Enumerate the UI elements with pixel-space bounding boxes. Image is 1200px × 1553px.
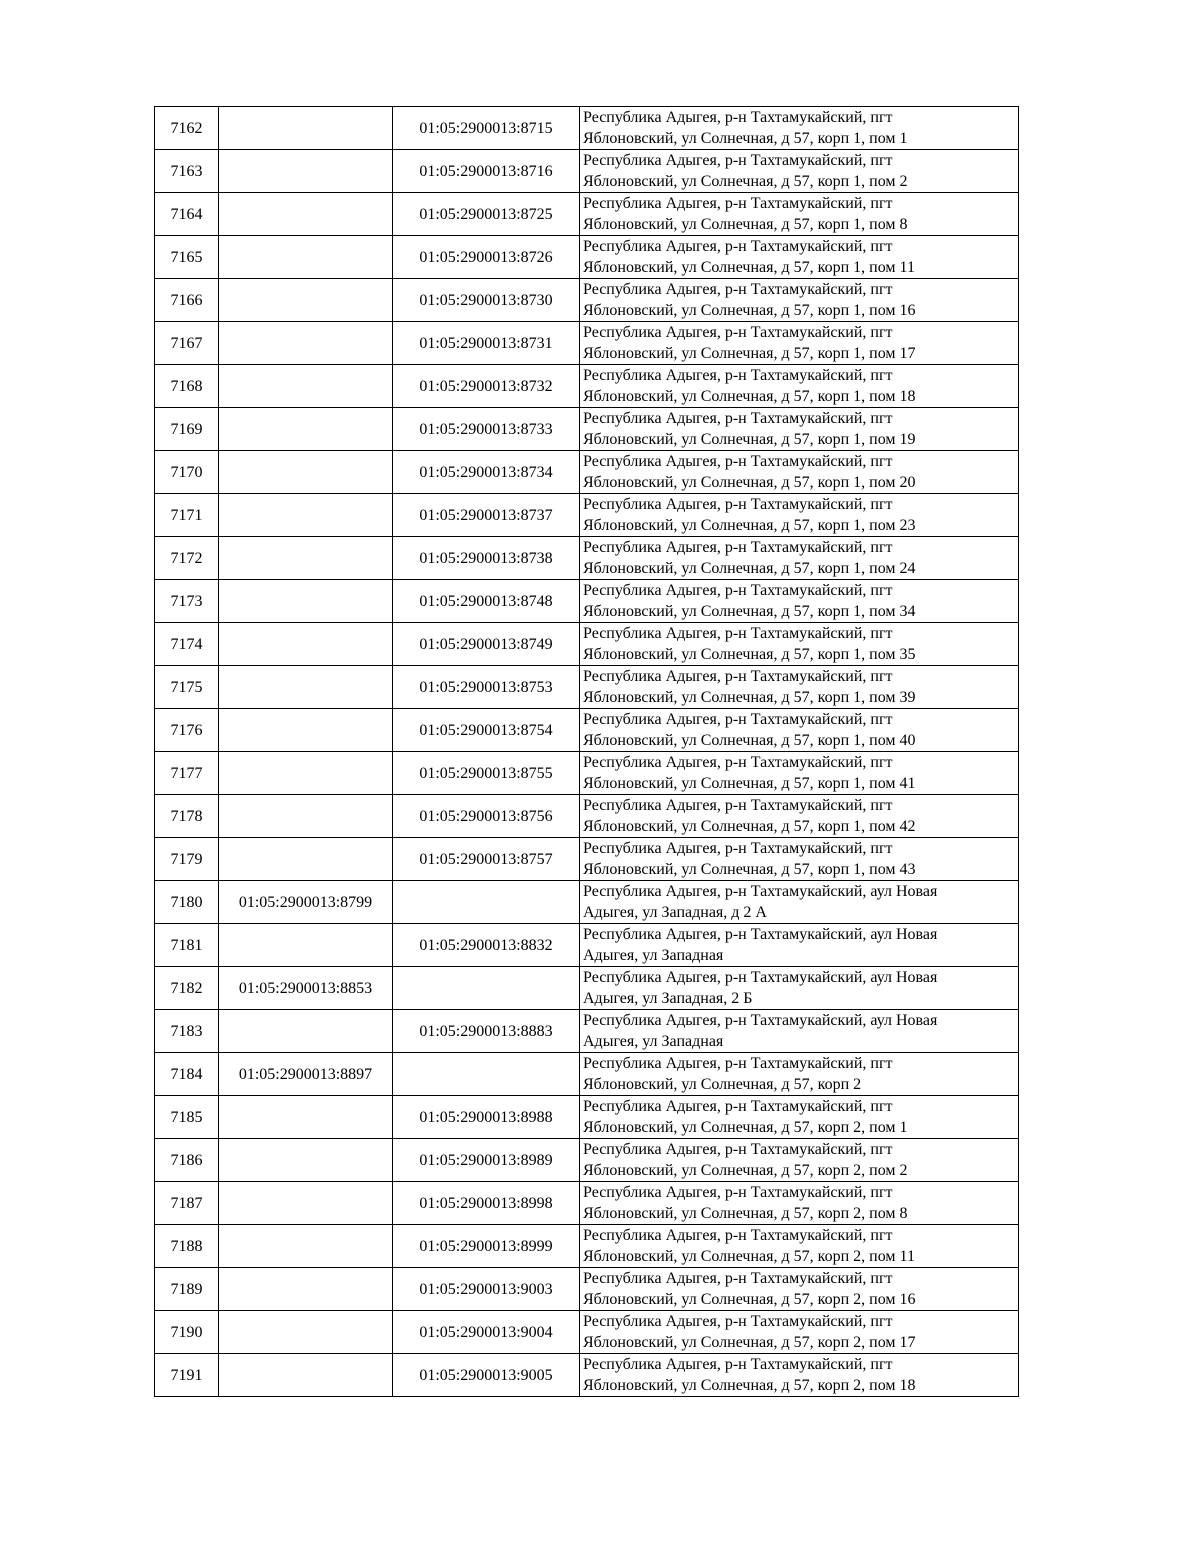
row-number-cell: 7169 [155, 408, 219, 451]
row-number-cell: 7166 [155, 279, 219, 322]
address-line-1: Республика Адыгея, р-н Тахтамукайский, пгт [583, 496, 893, 513]
land-cadastral-number-cell [219, 924, 393, 967]
land-cadastral-number-cell [219, 408, 393, 451]
address-cell [580, 322, 1019, 365]
table-row [155, 150, 1019, 193]
address-cell [580, 967, 1019, 1010]
table-row [155, 1182, 1019, 1225]
table-row [155, 1268, 1019, 1311]
address-line-1: Республика Адыгея, р-н Тахтамукайский, пгт [583, 281, 893, 298]
land-cadastral-number-cell [219, 1311, 393, 1354]
table-row [155, 537, 1019, 580]
table-body [155, 107, 1019, 1397]
address-line-1: Республика Адыгея, р-н Тахтамукайский, пгт [583, 195, 893, 212]
address-line-1: Республика Адыгея, р-н Тахтамукайский, пгт [583, 324, 893, 341]
object-cadastral-number-cell: 01:05:2900013:8737 [393, 494, 580, 537]
address-cell [580, 1268, 1019, 1311]
row-number-cell: 7176 [155, 709, 219, 752]
address-line-2: Яблоновский, ул Солнечная, д 57, корп 1, пом 16 [583, 302, 916, 319]
address-cell [580, 1354, 1019, 1397]
object-cadastral-number-cell: 01:05:2900013:8716 [393, 150, 580, 193]
address-line-2: Яблоновский, ул Солнечная, д 57, корп 1, пом 18 [583, 388, 916, 405]
object-cadastral-number-cell: 01:05:2900013:8749 [393, 623, 580, 666]
land-cadastral-number-cell [219, 1010, 393, 1053]
address-line-1: Республика Адыгея, р-н Тахтамукайский, пгт [583, 1227, 893, 1244]
row-number-cell: 7185 [155, 1096, 219, 1139]
row-number-cell: 7190 [155, 1311, 219, 1354]
row-number-cell: 7163 [155, 150, 219, 193]
object-cadastral-number-cell: 01:05:2900013:8755 [393, 752, 580, 795]
address-line-2: Яблоновский, ул Солнечная, д 57, корп 1, пом 8 [583, 216, 908, 233]
address-line-2: Яблоновский, ул Солнечная, д 57, корп 1, пом 43 [583, 861, 916, 878]
address-cell [580, 1139, 1019, 1182]
land-cadastral-number-cell [219, 1182, 393, 1225]
address-line-1: Республика Адыгея, р-н Тахтамукайский, пгт [583, 1098, 893, 1115]
land-cadastral-number-cell [219, 1354, 393, 1397]
table-row [155, 1225, 1019, 1268]
land-cadastral-number-cell [219, 279, 393, 322]
address-line-2: Яблоновский, ул Солнечная, д 57, корп 1, пом 2 [583, 173, 908, 190]
object-cadastral-number-cell [393, 1053, 580, 1096]
table-row [155, 236, 1019, 279]
address-cell [580, 1182, 1019, 1225]
object-cadastral-number-cell: 01:05:2900013:8832 [393, 924, 580, 967]
address-line-2: Яблоновский, ул Солнечная, д 57, корп 1, пом 39 [583, 689, 916, 706]
address-line-1: Республика Адыгея, р-н Тахтамукайский, аул Новая [583, 969, 938, 986]
address-line-1: Республика Адыгея, р-н Тахтамукайский, пгт [583, 668, 893, 685]
address-cell [580, 924, 1019, 967]
row-number-cell: 7182 [155, 967, 219, 1010]
land-cadastral-number-cell [219, 623, 393, 666]
land-cadastral-number-cell [219, 838, 393, 881]
row-number-cell: 7183 [155, 1010, 219, 1053]
object-cadastral-number-cell: 01:05:2900013:8715 [393, 107, 580, 150]
address-cell [580, 236, 1019, 279]
row-number-cell: 7165 [155, 236, 219, 279]
address-cell [580, 150, 1019, 193]
address-line-1: Республика Адыгея, р-н Тахтамукайский, пгт [583, 1313, 893, 1330]
address-cell [580, 494, 1019, 537]
address-line-2: Адыгея, ул Западная [583, 947, 724, 964]
row-number-cell: 7175 [155, 666, 219, 709]
land-cadastral-number-cell [219, 752, 393, 795]
address-line-2: Яблоновский, ул Солнечная, д 57, корп 1, пом 42 [583, 818, 916, 835]
address-cell [580, 107, 1019, 150]
row-number-cell: 7177 [155, 752, 219, 795]
land-cadastral-number-cell [219, 494, 393, 537]
row-number-cell: 7172 [155, 537, 219, 580]
address-cell [580, 795, 1019, 838]
object-cadastral-number-cell: 01:05:2900013:8988 [393, 1096, 580, 1139]
object-cadastral-number-cell: 01:05:2900013:8999 [393, 1225, 580, 1268]
address-line-2: Яблоновский, ул Солнечная, д 57, корп 2, пом 16 [583, 1291, 916, 1308]
table-row [155, 967, 1019, 1010]
table-row [155, 1311, 1019, 1354]
land-cadastral-number-cell: 01:05:2900013:8799 [219, 881, 393, 924]
land-cadastral-number-cell [219, 150, 393, 193]
address-line-2: Адыгея, ул Западная, д 2 А [583, 904, 767, 921]
address-line-2: Яблоновский, ул Солнечная, д 57, корп 2, пом 8 [583, 1205, 908, 1222]
land-cadastral-number-cell [219, 666, 393, 709]
table-row [155, 408, 1019, 451]
row-number-cell: 7187 [155, 1182, 219, 1225]
row-number-cell: 7184 [155, 1053, 219, 1096]
object-cadastral-number-cell: 01:05:2900013:8754 [393, 709, 580, 752]
address-line-1: Республика Адыгея, р-н Тахтамукайский, пгт [583, 367, 893, 384]
row-number-cell: 7174 [155, 623, 219, 666]
table-row [155, 1053, 1019, 1096]
row-number-cell: 7173 [155, 580, 219, 623]
object-cadastral-number-cell: 01:05:2900013:8748 [393, 580, 580, 623]
address-cell [580, 408, 1019, 451]
address-line-1: Республика Адыгея, р-н Тахтамукайский, пгт [583, 1356, 893, 1373]
address-line-2: Яблоновский, ул Солнечная, д 57, корп 1, пом 19 [583, 431, 916, 448]
address-cell [580, 881, 1019, 924]
address-cell [580, 193, 1019, 236]
row-number-cell: 7171 [155, 494, 219, 537]
table-row [155, 451, 1019, 494]
land-cadastral-number-cell [219, 709, 393, 752]
object-cadastral-number-cell: 01:05:2900013:8733 [393, 408, 580, 451]
address-line-2: Адыгея, ул Западная [583, 1033, 724, 1050]
address-line-1: Республика Адыгея, р-н Тахтамукайский, пгт [583, 625, 893, 642]
object-cadastral-number-cell: 01:05:2900013:9003 [393, 1268, 580, 1311]
land-cadastral-number-cell [219, 451, 393, 494]
land-cadastral-number-cell [219, 107, 393, 150]
row-number-cell: 7168 [155, 365, 219, 408]
object-cadastral-number-cell: 01:05:2900013:8989 [393, 1139, 580, 1182]
object-cadastral-number-cell: 01:05:2900013:8731 [393, 322, 580, 365]
table-row [155, 795, 1019, 838]
address-line-2: Яблоновский, ул Солнечная, д 57, корп 2 [583, 1076, 862, 1093]
land-cadastral-number-cell [219, 1268, 393, 1311]
land-cadastral-number-cell [219, 365, 393, 408]
row-number-cell: 7181 [155, 924, 219, 967]
row-number-cell: 7191 [155, 1354, 219, 1397]
address-cell [580, 623, 1019, 666]
object-cadastral-number-cell: 01:05:2900013:8725 [393, 193, 580, 236]
address-line-1: Республика Адыгея, р-н Тахтамукайский, пгт [583, 109, 893, 126]
object-cadastral-number-cell: 01:05:2900013:8998 [393, 1182, 580, 1225]
address-line-2: Яблоновский, ул Солнечная, д 57, корп 2, пом 11 [583, 1248, 915, 1265]
row-number-cell: 7178 [155, 795, 219, 838]
object-cadastral-number-cell: 01:05:2900013:9005 [393, 1354, 580, 1397]
table-row [155, 623, 1019, 666]
address-line-1: Республика Адыгея, р-н Тахтамукайский, пгт [583, 754, 893, 771]
row-number-cell: 7179 [155, 838, 219, 881]
land-cadastral-number-cell [219, 580, 393, 623]
address-line-1: Республика Адыгея, р-н Тахтамукайский, пгт [583, 840, 893, 857]
address-cell [580, 838, 1019, 881]
land-cadastral-number-cell: 01:05:2900013:8897 [219, 1053, 393, 1096]
address-line-2: Яблоновский, ул Солнечная, д 57, корп 2, пом 17 [583, 1334, 916, 1351]
land-cadastral-number-cell [219, 795, 393, 838]
address-cell [580, 1010, 1019, 1053]
address-line-2: Яблоновский, ул Солнечная, д 57, корп 1, пом 35 [583, 646, 916, 663]
object-cadastral-number-cell: 01:05:2900013:8883 [393, 1010, 580, 1053]
table-row [155, 1354, 1019, 1397]
row-number-cell: 7167 [155, 322, 219, 365]
address-line-2: Яблоновский, ул Солнечная, д 57, корп 2, пом 1 [583, 1119, 908, 1136]
address-line-2: Яблоновский, ул Солнечная, д 57, корп 1, пом 41 [583, 775, 916, 792]
table-row [155, 752, 1019, 795]
land-cadastral-number-cell: 01:05:2900013:8853 [219, 967, 393, 1010]
table-row [155, 666, 1019, 709]
address-line-1: Республика Адыгея, р-н Тахтамукайский, пгт [583, 1270, 893, 1287]
address-cell [580, 451, 1019, 494]
address-line-2: Адыгея, ул Западная, 2 Б [583, 990, 753, 1007]
address-line-1: Республика Адыгея, р-н Тахтамукайский, аул Новая [583, 926, 938, 943]
address-cell [580, 1311, 1019, 1354]
address-cell [580, 537, 1019, 580]
address-line-2: Яблоновский, ул Солнечная, д 57, корп 1, пом 20 [583, 474, 916, 491]
land-cadastral-number-cell [219, 193, 393, 236]
address-line-1: Республика Адыгея, р-н Тахтамукайский, пгт [583, 539, 893, 556]
address-line-1: Республика Адыгея, р-н Тахтамукайский, пгт [583, 797, 893, 814]
object-cadastral-number-cell: 01:05:2900013:8730 [393, 279, 580, 322]
table-row [155, 1096, 1019, 1139]
object-cadastral-number-cell: 01:05:2900013:8726 [393, 236, 580, 279]
table-row [155, 279, 1019, 322]
address-line-1: Республика Адыгея, р-н Тахтамукайский, пгт [583, 711, 893, 728]
table-row [155, 1010, 1019, 1053]
address-line-1: Республика Адыгея, р-н Тахтамукайский, пгт [583, 1055, 893, 1072]
address-line-2: Яблоновский, ул Солнечная, д 57, корп 2, пом 2 [583, 1162, 908, 1179]
land-cadastral-number-cell [219, 236, 393, 279]
address-line-2: Яблоновский, ул Солнечная, д 57, корп 1, пом 40 [583, 732, 916, 749]
address-line-2: Яблоновский, ул Солнечная, д 57, корп 1, пом 11 [583, 259, 915, 276]
table-row [155, 1139, 1019, 1182]
table-row [155, 709, 1019, 752]
table-row [155, 924, 1019, 967]
address-line-2: Яблоновский, ул Солнечная, д 57, корп 1, пом 23 [583, 517, 916, 534]
object-cadastral-number-cell [393, 881, 580, 924]
address-cell [580, 1096, 1019, 1139]
object-cadastral-number-cell: 01:05:2900013:8756 [393, 795, 580, 838]
address-line-2: Яблоновский, ул Солнечная, д 57, корп 1, пом 1 [583, 130, 908, 147]
table-row [155, 494, 1019, 537]
object-cadastral-number-cell: 01:05:2900013:9004 [393, 1311, 580, 1354]
address-cell [580, 365, 1019, 408]
object-cadastral-number-cell: 01:05:2900013:8732 [393, 365, 580, 408]
land-cadastral-number-cell [219, 1139, 393, 1182]
cadastral-table [154, 106, 1019, 1397]
table-row [155, 322, 1019, 365]
table-row [155, 365, 1019, 408]
table-row [155, 580, 1019, 623]
object-cadastral-number-cell: 01:05:2900013:8753 [393, 666, 580, 709]
row-number-cell: 7162 [155, 107, 219, 150]
table-row [155, 107, 1019, 150]
table-row [155, 193, 1019, 236]
object-cadastral-number-cell: 01:05:2900013:8757 [393, 838, 580, 881]
land-cadastral-number-cell [219, 322, 393, 365]
row-number-cell: 7186 [155, 1139, 219, 1182]
row-number-cell: 7164 [155, 193, 219, 236]
address-cell [580, 709, 1019, 752]
address-line-2: Яблоновский, ул Солнечная, д 57, корп 1, пом 17 [583, 345, 916, 362]
address-line-2: Яблоновский, ул Солнечная, д 57, корп 2, пом 18 [583, 1377, 916, 1394]
address-line-1: Республика Адыгея, р-н Тахтамукайский, пгт [583, 238, 893, 255]
table-row [155, 881, 1019, 924]
address-cell [580, 666, 1019, 709]
address-line-2: Яблоновский, ул Солнечная, д 57, корп 1, пом 34 [583, 603, 916, 620]
address-cell [580, 279, 1019, 322]
row-number-cell: 7170 [155, 451, 219, 494]
address-line-1: Республика Адыгея, р-н Тахтамукайский, пгт [583, 582, 893, 599]
row-number-cell: 7189 [155, 1268, 219, 1311]
object-cadastral-number-cell: 01:05:2900013:8738 [393, 537, 580, 580]
address-line-2: Яблоновский, ул Солнечная, д 57, корп 1, пом 24 [583, 560, 916, 577]
address-cell [580, 1225, 1019, 1268]
address-cell [580, 580, 1019, 623]
address-line-1: Республика Адыгея, р-н Тахтамукайский, пгт [583, 152, 893, 169]
row-number-cell: 7180 [155, 881, 219, 924]
address-line-1: Республика Адыгея, р-н Тахтамукайский, аул Новая [583, 883, 938, 900]
address-line-1: Республика Адыгея, р-н Тахтамукайский, пгт [583, 1184, 893, 1201]
address-line-1: Республика Адыгея, р-н Тахтамукайский, пгт [583, 453, 893, 470]
land-cadastral-number-cell [219, 537, 393, 580]
object-cadastral-number-cell: 01:05:2900013:8734 [393, 451, 580, 494]
row-number-cell: 7188 [155, 1225, 219, 1268]
address-cell [580, 1053, 1019, 1096]
object-cadastral-number-cell [393, 967, 580, 1010]
land-cadastral-number-cell [219, 1096, 393, 1139]
address-line-1: Республика Адыгея, р-н Тахтамукайский, пгт [583, 410, 893, 427]
table-row [155, 838, 1019, 881]
address-line-1: Республика Адыгея, р-н Тахтамукайский, аул Новая [583, 1012, 938, 1029]
address-cell [580, 752, 1019, 795]
address-line-1: Республика Адыгея, р-н Тахтамукайский, пгт [583, 1141, 893, 1158]
land-cadastral-number-cell [219, 1225, 393, 1268]
